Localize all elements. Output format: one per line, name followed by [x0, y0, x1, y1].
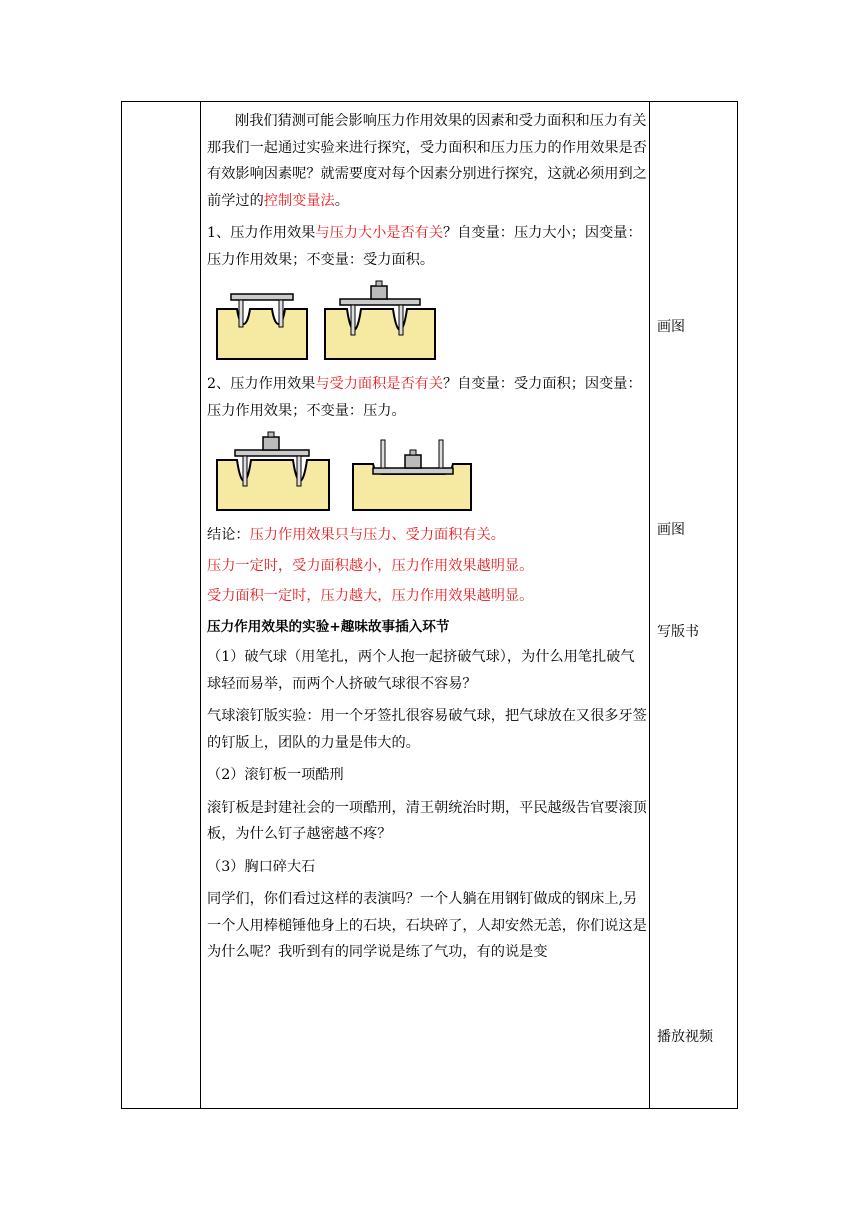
sponge-table-upside-down: [353, 440, 471, 510]
item2-text-a: 2、压力作用效果: [207, 376, 316, 392]
sponge-with-table-and-weight: [325, 281, 435, 359]
sponge-table-legs-down: [217, 432, 329, 510]
item1-paragraph: [207, 220, 647, 273]
conclusion-label: 结论：: [207, 527, 250, 543]
lesson-table: [121, 101, 738, 1109]
intro-paragraph: [207, 108, 647, 214]
item1-text-b: ？自变量：压力大小；因变量：压力作用效果；不变量：受力面积。: [207, 225, 642, 268]
item2-paragraph: [207, 371, 647, 424]
sponge-with-table: [217, 294, 307, 359]
conclusion-area-fixed: 受力面积一定时，压力越大，压力作用效果越明显。: [207, 588, 534, 604]
story3-body: 同学们，你们看过这样的表演吗？一个人躺在用钢钉做成的钢床上,另一个人用棒槌锤他身上的石块，石块碎了，人却安然无恙，你们说这是为什么呢？我听到有的同学说是练了气功，有的说是变: [207, 891, 647, 960]
intro-text: 刚我们猜测可能会影响压力作用效果的因素和受力面积和压力有关那我们一起通过实验来进行探究，受力面积和压力压力的作用效果是否有效影响因素呢？就需要度对每个因素分别进行探究，这就必须用到之前学过的: [207, 113, 647, 209]
story1-body: 气球滚钉版实验：用一个牙签扎很容易破气球，把气球放在又很多牙签的钉版上，团队的力量是伟大的。: [207, 708, 647, 751]
item2-text-b: ？自变量：受力面积；因变量：压力作用效果；不变量：压力。: [207, 376, 642, 419]
intro-end: 。: [334, 192, 349, 209]
story2-title: （2）滚钉板一项酷刑: [207, 767, 344, 783]
lesson-content: [207, 108, 647, 972]
column-divider-right: [649, 102, 650, 1108]
item1-text-a: 1、压力作用效果: [207, 225, 316, 241]
conclusion-force-fixed: 压力一定时，受力面积越小，压力作用效果越明显。: [207, 557, 534, 574]
section-heading: 压力作用效果的实验+趣味故事插入环节: [207, 618, 450, 635]
story3-title: （3）胸口碎大石: [207, 858, 316, 875]
conclusion-line: [207, 522, 647, 549]
pressure-size-figure: [207, 279, 447, 365]
contact-area-figure: [207, 430, 477, 516]
note-play-video: 播放视频: [657, 1029, 713, 1045]
column-divider-left: [200, 102, 201, 1108]
intro-emphasis: 控制变量法: [263, 192, 335, 209]
note-draw-2: 画图: [657, 522, 685, 538]
note-blackboard: 写版书: [657, 624, 699, 640]
story1-title: （1）破气球（用笔扎，两个人抱一起挤破气球），为什么用笔扎破气球轻而易举，而两个人挤破气球很不容易？: [207, 649, 635, 692]
story2-body: 滚钉板是封建社会的一项酷刑，清王朝统治时期，平民越级告官要滚顶板，为什么钉子越密越不疼？: [207, 799, 647, 842]
item2-emphasis: 与受力面积是否有关: [315, 376, 444, 392]
conclusion-text: 压力作用效果只与压力、受力面积有关。: [249, 527, 505, 543]
item1-emphasis: 与压力大小是否有关: [315, 225, 444, 241]
note-draw-1: 画图: [657, 319, 685, 335]
